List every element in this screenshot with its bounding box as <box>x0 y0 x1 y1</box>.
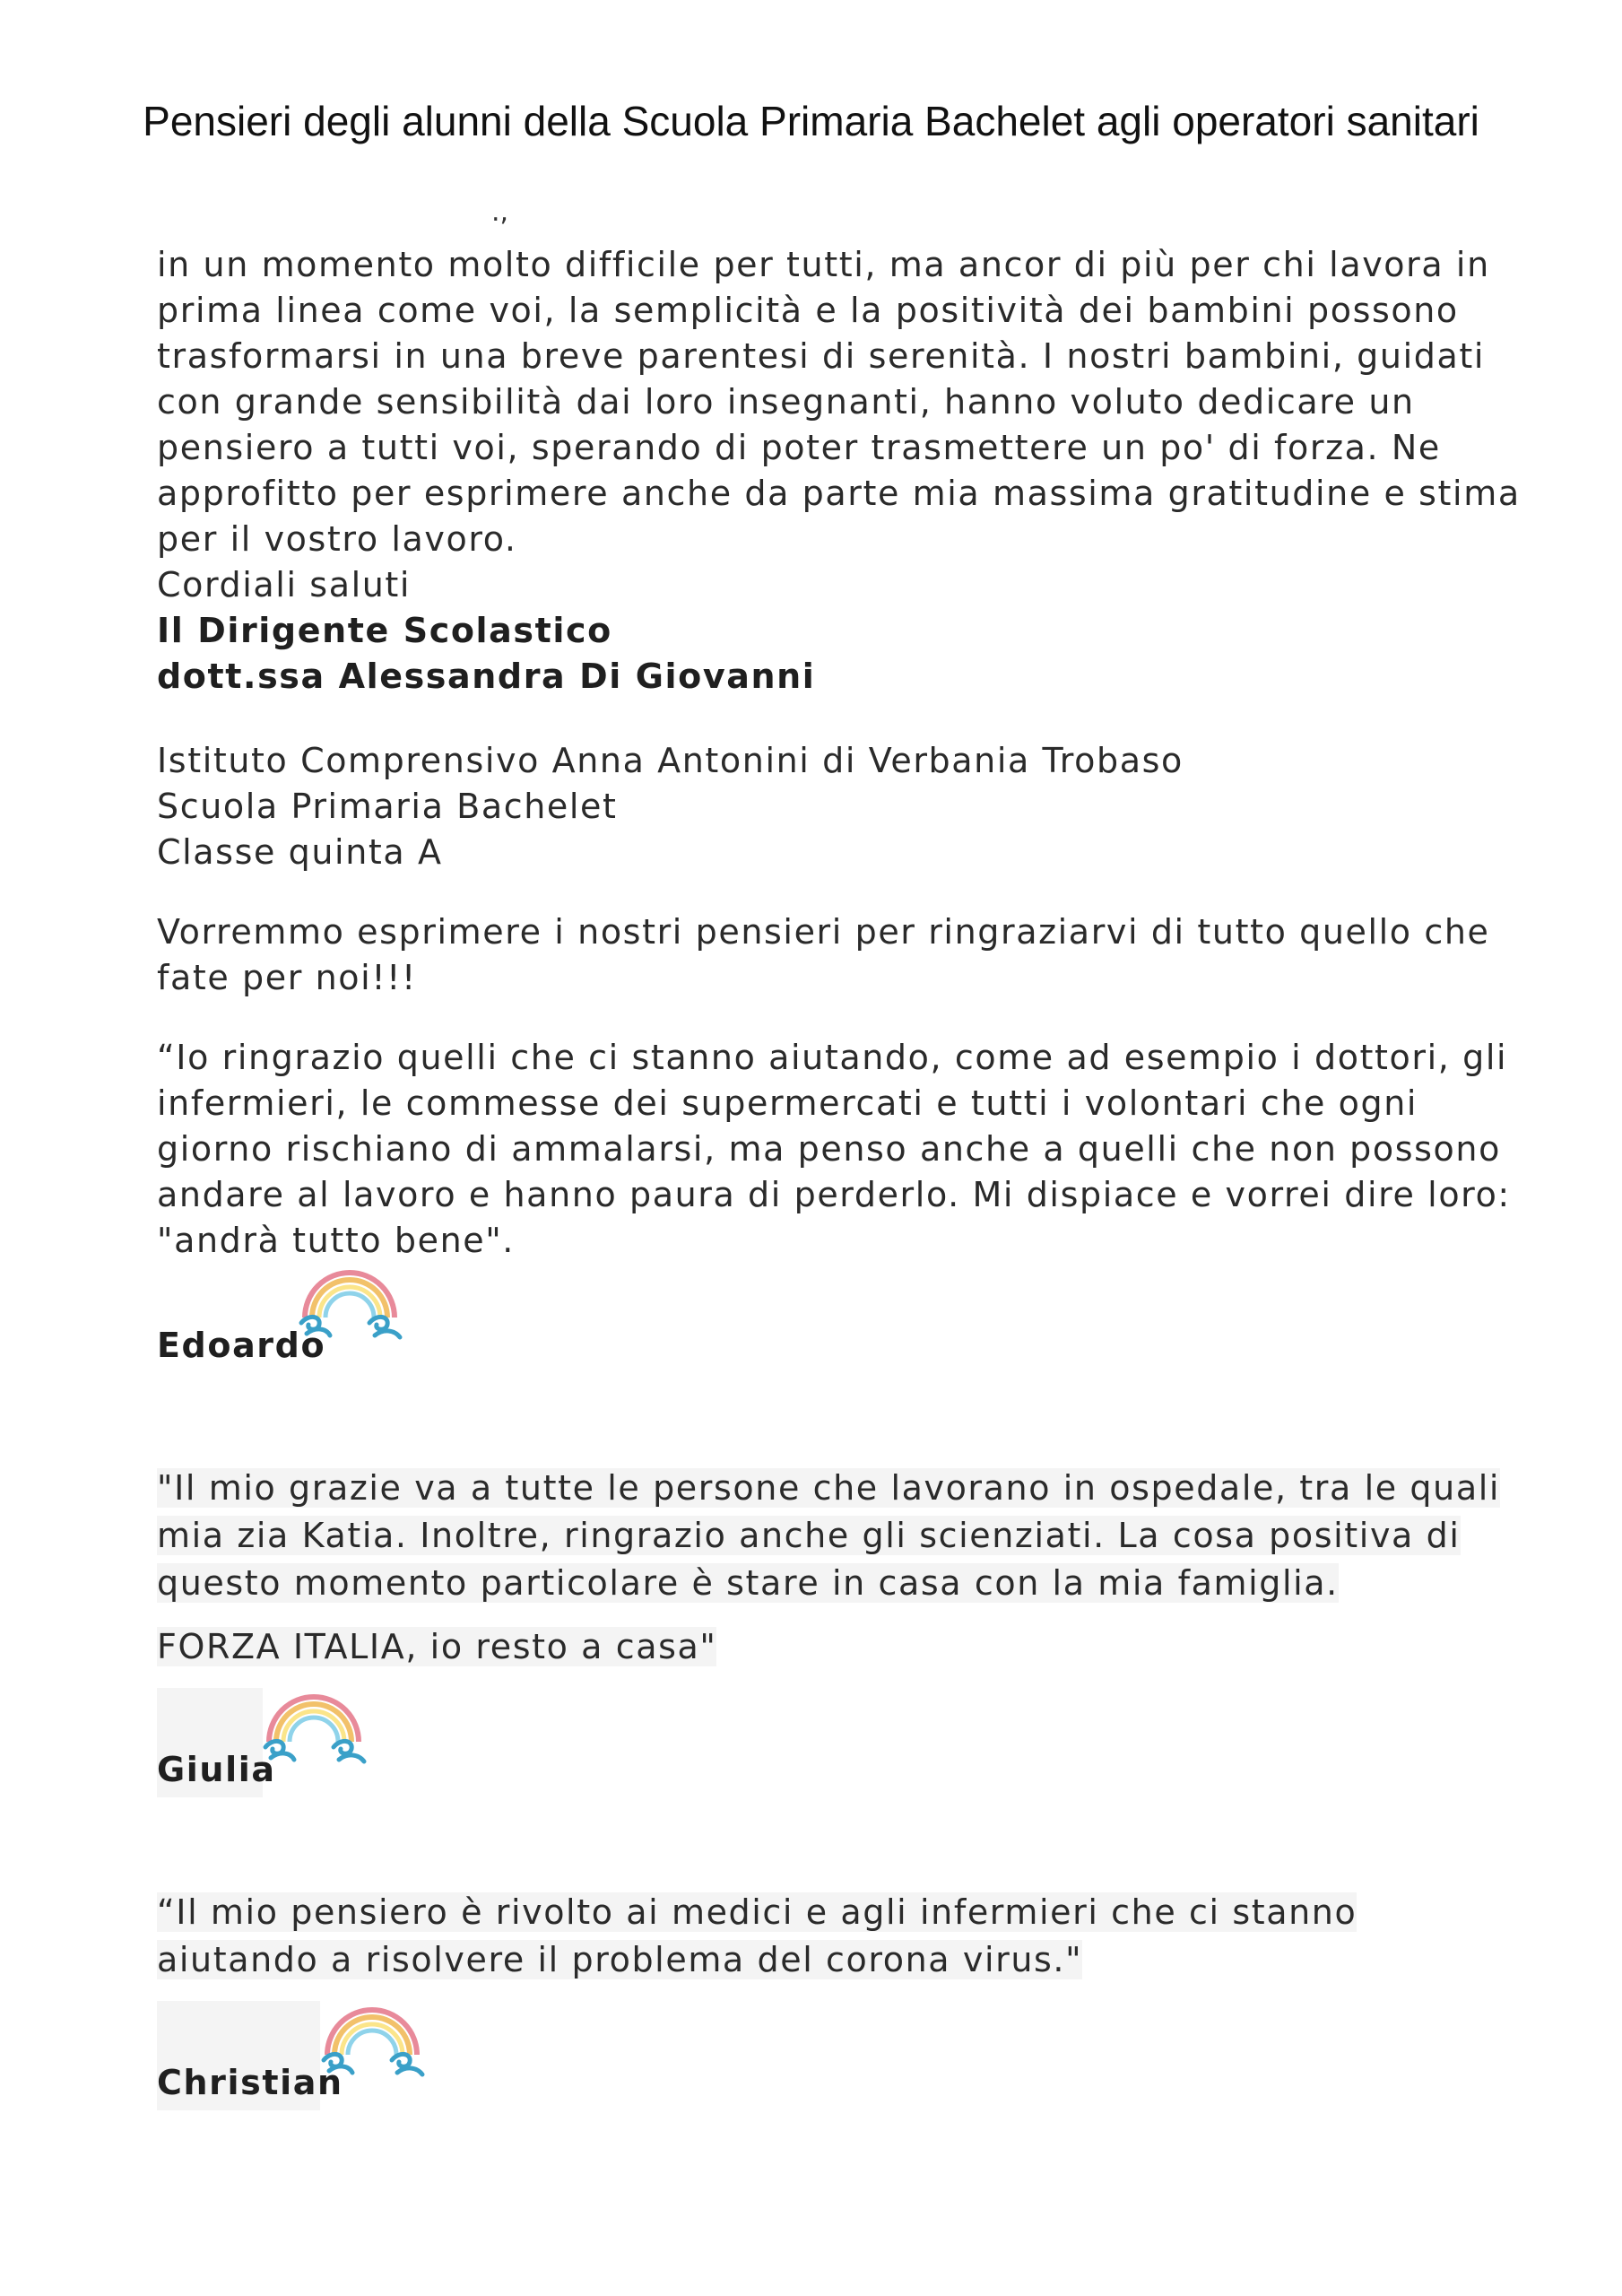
letter-line: approfitto per esprimere anche da parte mia massima gratitudine e stima <box>157 474 1521 513</box>
letter-line: pensiero a tutti voi, sperando di poter trasmettere un po' di forza. Ne <box>157 428 1441 467</box>
message-line: mia zia Katia. Inoltre, ringrazio anche gli scienziati. La cosa positiva di <box>157 1516 1461 1555</box>
institute-name: Istituto Comprensivo Anna Antonini di Verbania Trobaso <box>157 741 1184 780</box>
closing-greeting: Cordiali saluti <box>157 565 412 604</box>
school-info <box>157 738 1475 875</box>
letter-line: con grande sensibilità dai loro insegnanti, hanno voluto dedicare un <box>157 382 1415 422</box>
message-line: giorno rischiano di ammalarsi, ma penso anche a quelli che non possono <box>157 1129 1501 1169</box>
intro-paragraph <box>157 909 1490 1001</box>
message-line: aiutando a risolvere il problema del corona virus." <box>157 1940 1083 1979</box>
message-line: "andrà tutto bene". <box>157 1221 515 1260</box>
intro-line: Vorremmo esprimere i nostri pensieri per ringraziarvi di tutto quello che <box>157 912 1490 952</box>
class-name: Classe quinta A <box>157 832 443 872</box>
cut-text-fragment: ., <box>491 196 509 228</box>
intro-line: fate per noi!!! <box>157 958 417 997</box>
author-signature <box>157 1264 1475 1373</box>
letter-line: trasformarsi in una breve parentesi di serenità. I nostri bambini, guidati <box>157 336 1485 376</box>
message-line: "Il mio grazie va a tutte le persone che lavorano in ospedale, tra le quali <box>157 1468 1501 1508</box>
school-name: Scuola Primaria Bachelet <box>157 787 618 826</box>
message-line: “Io ringrazio quelli che ci stanno aiutando, come ad esempio i dottori, gli <box>157 1038 1508 1077</box>
message-line: FORZA ITALIA, io resto a casa" <box>157 1627 717 1666</box>
message-line: infermieri, le commesse dei supermercati e tutti i volontari che ogni <box>157 1083 1418 1123</box>
signature-name: dott.ssa Alessandra Di Giovanni <box>157 657 816 696</box>
message-line: questo momento particolare è stare in casa con la mia famiglia. <box>157 1563 1339 1603</box>
author-name: Christian <box>157 2063 343 2102</box>
letter-line: per il vostro lavoro. <box>157 519 517 559</box>
message-giulia <box>157 1465 1501 1797</box>
signature-role: Il Dirigente Scolastico <box>157 611 612 650</box>
author-name: Giulia <box>157 1750 276 1789</box>
rainbow-icon <box>296 1264 403 1346</box>
document-body <box>157 242 1521 2110</box>
letter-line: prima linea come voi, la semplicità e la positività dei bambini possono <box>157 291 1459 330</box>
message-line: “Il mio pensiero è rivolto ai medici e agli infermieri che ci stanno <box>157 1892 1357 1932</box>
message-line: andare al lavoro e hanno paura di perderlo. Mi dispiace e vorrei dire loro: <box>157 1175 1511 1214</box>
page-title: Pensieri degli alunni della Scuola Primaria Bachelet agli operatori sanitari <box>143 98 1479 144</box>
author-signature <box>157 2001 1475 2110</box>
author-signature <box>157 1688 1475 1797</box>
author-name: Edoardo <box>157 1326 326 1365</box>
principal-letter <box>157 242 1521 700</box>
message-christian <box>157 1890 1475 2110</box>
message-edoardo <box>157 1035 1511 1373</box>
rainbow-icon <box>318 2001 426 2083</box>
letter-line: in un momento molto difficile per tutti, ma ancor di più per chi lavora in <box>157 245 1490 284</box>
rainbow-icon <box>260 1688 368 1770</box>
